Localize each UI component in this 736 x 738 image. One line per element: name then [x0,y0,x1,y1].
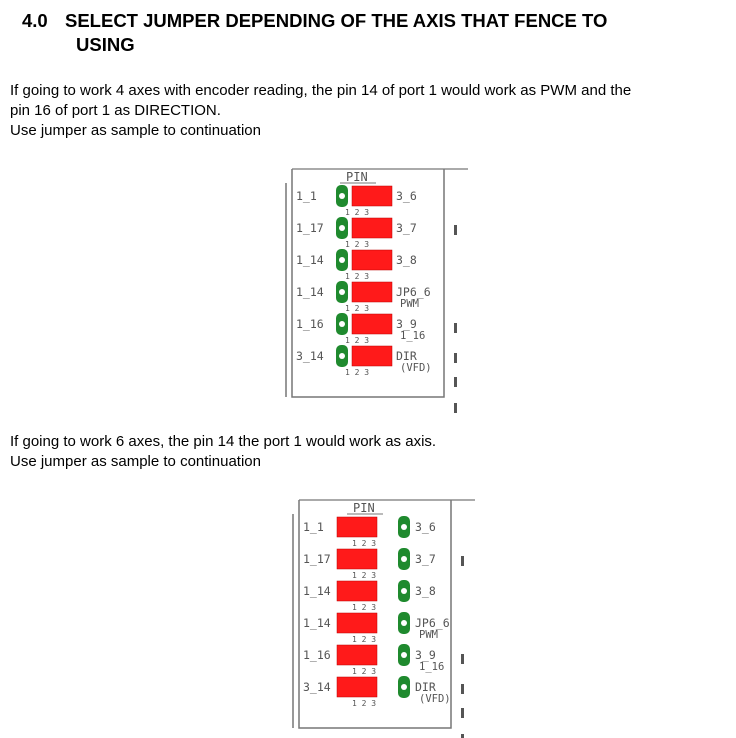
jumper-right-label: JP6_6 [396,285,431,299]
jumper-row [303,612,450,644]
instruction-paragraph-6-axes [10,432,726,472]
board-edge-mark [454,353,457,363]
jumper-row [303,644,444,676]
jumper-right-label: JP6_6 [415,616,450,630]
jumper-cap-hole [401,588,407,594]
jumper-row [296,281,431,313]
jumper-block [337,613,377,633]
jumper-right-sublabel: 1_16 [419,661,445,673]
jumper-block [352,250,392,270]
jumper-cap-hole [401,556,407,562]
jumper-left-label: 1_16 [296,317,324,331]
jumper-diagram-4-axes [278,165,468,415]
board-edge-mark [461,708,464,718]
jumper-row [303,548,436,580]
jumper-right-label: 3_6 [396,189,417,203]
pin-numbers: 1 2 3 [345,240,370,249]
pin-numbers: 1 2 3 [352,667,377,676]
jumper-right-sublabel: PWM [419,629,438,641]
board-edge-mark [461,684,464,694]
jumper-cap-hole [339,321,345,327]
pin-header-label: PIN [346,170,368,184]
jumper-right-label: 3_8 [415,584,436,598]
jumper-row [303,580,436,612]
jumper-diagram-6-axes [285,496,475,738]
section-heading [22,9,607,57]
jumper-block [352,282,392,302]
pin-numbers: 1 2 3 [345,368,370,377]
board-edge-mark [461,556,464,566]
jumper-row [296,217,417,249]
jumper-row [303,676,451,708]
paragraph-line: If going to work 6 axes, the pin 14 the port 1 would work as axis. [10,433,437,450]
pin-numbers: 1 2 3 [352,571,377,580]
jumper-right-label: 3_9 [415,648,436,662]
jumper-diagram-svg [285,496,475,738]
jumper-right-sublabel: PWM [400,298,419,310]
jumper-block [337,677,377,697]
jumper-left-label: 1_1 [296,189,317,203]
pin-numbers: 1 2 3 [352,635,377,644]
pin-numbers: 1 2 3 [345,304,370,313]
pin-numbers: 1 2 3 [345,208,370,217]
jumper-cap-hole [401,620,407,626]
pin-numbers: 1 2 3 [352,699,377,708]
jumper-row [303,516,436,548]
board-edge-mark [454,377,457,387]
jumper-left-label: 1_14 [303,616,331,630]
board-edge-mark [461,734,464,738]
jumper-right-label: 3_8 [396,253,417,267]
paragraph-line: Use jumper as sample to continuation [10,453,261,470]
jumper-left-label: 1_16 [303,648,331,662]
jumper-right-label: 3_6 [415,520,436,534]
board-edge-mark [454,225,457,235]
jumper-block [352,218,392,238]
jumper-cap-hole [401,652,407,658]
jumper-right-sublabel: (VFD) [419,693,451,705]
jumper-cap-hole [339,193,345,199]
jumper-left-label: 1_17 [303,552,331,566]
pin-numbers: 1 2 3 [345,336,370,345]
jumper-row [296,345,432,377]
jumper-block [352,346,392,366]
pin-numbers: 1 2 3 [345,272,370,281]
paragraph-line: Use jumper as sample to continuation [10,122,261,139]
jumper-block [337,581,377,601]
jumper-right-label: 3_7 [415,552,436,566]
jumper-left-label: 1_1 [303,520,324,534]
jumper-cap-hole [339,289,345,295]
heading-line-2: USING [76,34,135,55]
jumper-left-label: 3_14 [296,349,324,363]
jumper-row [296,313,425,345]
jumper-left-label: 3_14 [303,680,331,694]
board-edge-mark [461,654,464,664]
jumper-right-label: DIR [415,680,436,694]
jumper-left-label: 1_14 [296,285,324,299]
jumper-right-sublabel: 1_16 [400,330,426,342]
paragraph-line: pin 16 of port 1 as DIRECTION. [10,102,221,119]
jumper-left-label: 1_17 [296,221,324,235]
jumper-right-label: 3_9 [396,317,417,331]
jumper-left-label: 1_14 [303,584,331,598]
jumper-cap-hole [401,684,407,690]
section-number: 4.0 [22,10,48,31]
jumper-block [337,645,377,665]
instruction-paragraph-4-axes [10,81,726,141]
jumper-block [337,517,377,537]
paragraph-line: If going to work 4 axes with encoder reading, the pin 14 of port 1 would work as PWM and the [10,82,632,99]
jumper-cap-hole [339,257,345,263]
jumper-left-label: 1_14 [296,253,324,267]
jumper-right-label: 3_7 [396,221,417,235]
pin-numbers: 1 2 3 [352,603,377,612]
board-edge-mark [454,323,457,333]
jumper-block [352,314,392,334]
jumper-row [296,249,417,281]
jumper-cap-hole [401,524,407,530]
board-edge-mark [454,403,457,413]
jumper-row [296,185,417,217]
jumper-cap-hole [339,353,345,359]
jumper-cap-hole [339,225,345,231]
heading-line-1: SELECT JUMPER DEPENDING OF THE AXIS THAT FENCE TO [65,10,608,31]
jumper-right-label: DIR [396,349,417,363]
jumper-diagram-svg [278,165,468,415]
jumper-block [337,549,377,569]
pin-header-label: PIN [353,501,375,515]
jumper-right-sublabel: (VFD) [400,362,432,374]
pin-numbers: 1 2 3 [352,539,377,548]
jumper-block [352,186,392,206]
